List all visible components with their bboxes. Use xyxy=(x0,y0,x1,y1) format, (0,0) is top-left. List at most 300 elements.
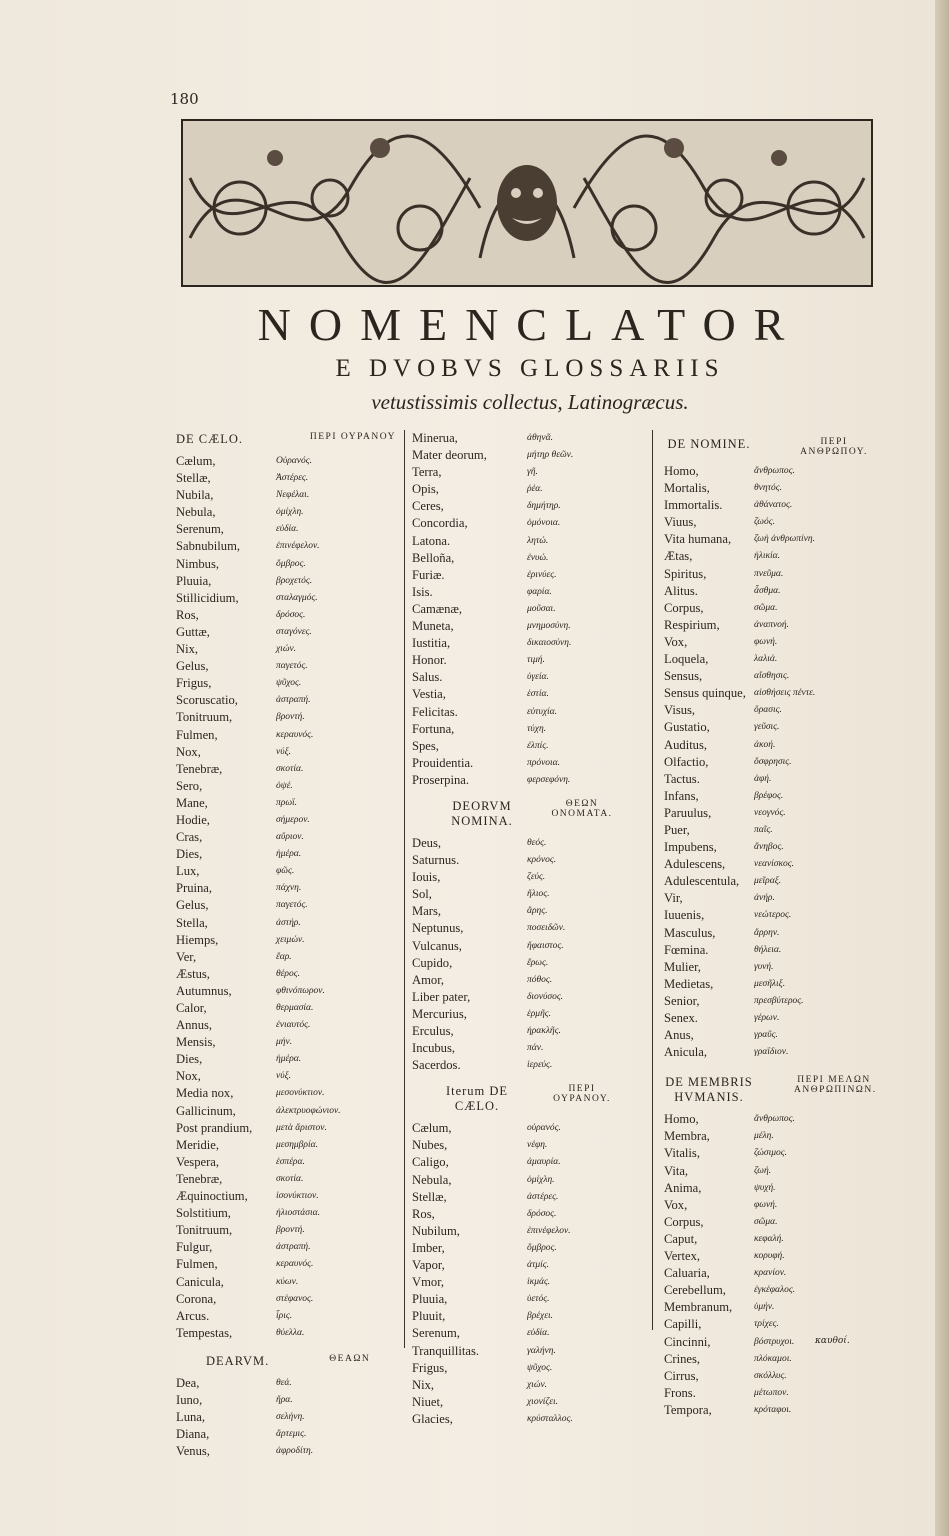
glossary-entry xyxy=(664,463,874,480)
greek-term: πνεῦμα. xyxy=(754,568,784,579)
latin-term: Vestia, xyxy=(412,687,446,702)
glossary-entry xyxy=(176,1222,396,1239)
glossary-entry xyxy=(412,738,637,755)
glossary-entry xyxy=(176,966,396,983)
latin-term: Tranquillitas. xyxy=(412,1343,480,1358)
glossary-entry xyxy=(664,1180,874,1197)
greek-term: ὑγεία. xyxy=(527,672,549,683)
greek-term: ζωή. xyxy=(754,1165,772,1176)
greek-term: ψῦχος. xyxy=(527,1362,553,1373)
latin-term: Corpus, xyxy=(664,600,704,615)
latin-term: Prouidentia. xyxy=(412,755,474,770)
latin-term: Senior, xyxy=(664,993,700,1008)
glossary-entry xyxy=(664,822,874,839)
greek-term: ἥρα. xyxy=(276,1394,293,1405)
latin-term: Honor. xyxy=(412,653,447,668)
latin-term: Deus, xyxy=(412,835,442,850)
greek-term: σταγόνες. xyxy=(276,626,312,637)
latin-term: Anicula, xyxy=(664,1045,708,1060)
greek-term: ἐνιαυτός. xyxy=(276,1020,311,1031)
latin-term: Anus, xyxy=(664,1028,694,1043)
glossary-entry xyxy=(176,607,396,624)
greek-term: ἁφή. xyxy=(754,773,772,784)
latin-term: Cirrus, xyxy=(664,1368,699,1383)
glossary-entry xyxy=(664,685,874,702)
glossary-entry xyxy=(412,618,637,635)
greek-term: παῖς. xyxy=(754,824,773,835)
latin-term: Æquinoctium, xyxy=(176,1189,248,1204)
latin-term: Tactus. xyxy=(664,771,700,786)
glossary-entry xyxy=(664,668,874,685)
greek-term: ὁμίχλη. xyxy=(527,1174,555,1185)
title-main: NOMENCLATOR xyxy=(257,299,803,350)
greek-term: κορυφή. xyxy=(754,1251,785,1262)
latin-term: Æstus, xyxy=(176,966,210,981)
greek-term: ἀστέρες. xyxy=(527,1191,559,1202)
glossary-entry xyxy=(412,1154,637,1171)
greek-term: πόθος. xyxy=(527,974,553,985)
greek-term: ἄρτεμις. xyxy=(276,1429,307,1440)
greek-term: ὁμόνοια. xyxy=(527,518,561,529)
greek-term: ἀθηνᾶ. xyxy=(527,433,553,443)
glossary-entry xyxy=(176,1085,396,1102)
latin-term: Latona. xyxy=(412,533,451,548)
greek-term: ἀφροδίτη. xyxy=(276,1446,314,1457)
glossary-entry xyxy=(176,1017,396,1034)
latin-term: Liber pater, xyxy=(412,989,471,1004)
latin-term: Concordia, xyxy=(412,516,468,531)
greek-term: ζωὴ ἀνθρωπίνη. xyxy=(754,534,815,545)
glossary-entry xyxy=(412,1360,637,1377)
greek-term: λαλιά. xyxy=(754,654,778,665)
glossary-entry xyxy=(412,669,637,686)
glossary-entry xyxy=(664,548,874,565)
latin-term: Iouis, xyxy=(412,870,441,885)
latin-term: Viuus, xyxy=(664,515,697,530)
glossary-entry xyxy=(664,1044,874,1061)
glossary-entry xyxy=(412,1291,637,1308)
glossary-entry xyxy=(176,1308,396,1325)
glossary-entry xyxy=(412,498,637,515)
glossary-entry xyxy=(176,521,396,538)
latin-term: Spiritus, xyxy=(664,566,707,581)
greek-term: νύξ. xyxy=(276,1071,292,1082)
glossary-entry xyxy=(412,447,637,464)
glossary-entry xyxy=(176,880,396,897)
latin-term: Camænæ, xyxy=(412,601,463,616)
glossary-entry xyxy=(412,1006,637,1023)
glossary-entry xyxy=(664,873,874,890)
latin-term: Capilli, xyxy=(664,1317,702,1332)
word-list xyxy=(412,430,637,789)
latin-term: Niuet, xyxy=(412,1394,444,1409)
latin-term: Frons. xyxy=(664,1385,696,1400)
column-1 xyxy=(176,430,396,1460)
greek-term: ὑμήν. xyxy=(754,1302,775,1313)
glossary-entry xyxy=(664,976,874,993)
greek-term: ζωός. xyxy=(754,517,775,528)
latin-term: Spes, xyxy=(412,738,439,753)
greek-term: ἀμαυρία. xyxy=(527,1157,561,1168)
latin-term: Sensus, xyxy=(664,669,703,684)
glossary-entry xyxy=(664,1368,874,1385)
latin-term: Opis, xyxy=(412,482,439,497)
glossary-entry xyxy=(412,886,637,903)
greek-term: ψυχή. xyxy=(754,1182,776,1193)
glossary-entry xyxy=(176,1205,396,1222)
greek-term: ζεύς. xyxy=(527,872,546,883)
latin-term: Stella, xyxy=(176,915,208,930)
latin-term: Respirium, xyxy=(664,617,720,632)
glossary-entry xyxy=(664,600,874,617)
greek-term: μήν. xyxy=(276,1037,293,1048)
greek-term: μεσονύκτιον. xyxy=(276,1088,325,1099)
glossary-entry xyxy=(412,903,637,920)
latin-term: Tonitruum, xyxy=(176,710,233,725)
latin-term: Sol, xyxy=(412,887,432,902)
greek-term: ἀλεκτρυοφώνιον. xyxy=(276,1105,341,1116)
latin-term: Fulmen, xyxy=(176,1257,218,1272)
greek-term: ζώσιμος. xyxy=(754,1148,788,1159)
latin-term: Mater deorum, xyxy=(412,448,487,463)
greek-term: δρόσος. xyxy=(276,609,306,620)
greek-term: στέφανος. xyxy=(276,1293,314,1304)
latin-term: Proserpina. xyxy=(412,772,470,787)
latin-term: Corona, xyxy=(176,1291,217,1306)
latin-term: Saturnus. xyxy=(412,853,460,868)
greek-term: Οὐρανός. xyxy=(276,456,312,466)
glossary-entry xyxy=(176,1103,396,1120)
greek-term: ἡμέρα. xyxy=(276,849,302,860)
latin-term: Ceres, xyxy=(412,499,444,514)
latin-term: Crines, xyxy=(664,1351,701,1366)
glossary-entry xyxy=(412,1308,637,1325)
glossary-entry xyxy=(664,839,874,856)
latin-term: Sensus quinque, xyxy=(664,686,746,701)
latin-term: Media nox, xyxy=(176,1086,234,1101)
latin-term: Homo, xyxy=(664,464,699,478)
greek-term: ἐπινέφελον. xyxy=(276,541,320,552)
greek-term: ὄμβρος. xyxy=(527,1242,557,1253)
glossary-entry xyxy=(664,1010,874,1027)
glossary-entry xyxy=(176,1239,396,1256)
greek-term: βροχετός. xyxy=(276,575,313,586)
title-subtitle: E DVOBVS GLOSSARIIS xyxy=(335,355,725,382)
greek-term: ἑσπέρα. xyxy=(276,1156,305,1167)
latin-term: Corpus, xyxy=(664,1214,704,1229)
latin-term: Post prandium, xyxy=(176,1120,253,1135)
glossary-entry xyxy=(176,538,396,555)
latin-term: Furiæ. xyxy=(412,567,445,582)
greek-term: παγετός. xyxy=(276,900,308,911)
greek-term: ἀστραπή. xyxy=(276,1242,311,1253)
greek-term: ἄνηβος. xyxy=(754,842,784,853)
latin-term: Iuuenis, xyxy=(664,908,705,923)
glossary-entry xyxy=(412,1377,637,1394)
latin-term: Adulescens, xyxy=(664,857,726,872)
glossary-entry xyxy=(412,1411,637,1428)
word-list xyxy=(664,1111,874,1419)
greek-term: Νεφέλαι. xyxy=(276,490,310,501)
glossary-entry xyxy=(176,983,396,1000)
greek-term: ἄνθρωπος. xyxy=(754,466,795,476)
greek-term: ἀκοή. xyxy=(754,739,776,750)
glossary-entry xyxy=(176,846,396,863)
latin-term: Solstitium, xyxy=(176,1206,231,1221)
latin-term: Iustitia, xyxy=(412,636,451,651)
greek-term: ἡμέρα. xyxy=(276,1054,302,1065)
greek-term: θνητός. xyxy=(754,483,782,494)
glossary-entry xyxy=(412,1057,637,1074)
latin-term: Vox, xyxy=(664,634,688,649)
greek-term: εὐτυχία. xyxy=(527,706,558,717)
greek-term: μεῖραξ. xyxy=(754,876,782,887)
latin-term: Annus, xyxy=(176,1018,213,1033)
glossary-entry xyxy=(664,1197,874,1214)
latin-term: Nimbus, xyxy=(176,556,220,571)
glossary-entry xyxy=(664,925,874,942)
greek-term: πρωΐ. xyxy=(276,797,298,808)
greek-term: τρίχες. xyxy=(754,1319,779,1330)
glossary-entry xyxy=(664,1027,874,1044)
glossary-entry xyxy=(412,1257,637,1274)
greek-term: πρόνοια. xyxy=(527,757,561,768)
glossary-entry xyxy=(176,1171,396,1188)
glossary-entry xyxy=(664,1128,874,1145)
latin-term: Nox, xyxy=(176,744,201,759)
greek-term: ἐνυώ. xyxy=(527,552,549,563)
greek-term: ποσειδῶν. xyxy=(527,923,566,934)
latin-term: Terra, xyxy=(412,465,442,480)
greek-term: ῥέα. xyxy=(527,484,543,495)
glossary-entry xyxy=(664,651,874,668)
greek-term: δικαιοσύνη. xyxy=(527,638,572,649)
glossary-entry xyxy=(412,772,637,789)
glossary-entry xyxy=(412,1343,637,1360)
glossary-entry xyxy=(412,1137,637,1154)
latin-term: Mane, xyxy=(176,795,208,810)
latin-term: Tenebræ, xyxy=(176,761,223,776)
greek-term: ὅρασις. xyxy=(754,705,782,716)
latin-term: Puer, xyxy=(664,822,690,837)
glossary-entry xyxy=(412,1274,637,1291)
glossary-entry xyxy=(412,938,637,955)
latin-term: Senex. xyxy=(664,1011,698,1025)
greek-term: θεός. xyxy=(527,837,547,848)
decorative-headpiece xyxy=(180,118,874,288)
greek-term: ἡρακλῆς. xyxy=(527,1026,561,1036)
latin-term: Adulescentula, xyxy=(664,874,740,889)
glossary-entry xyxy=(664,1316,874,1333)
greek-term: σήμερον. xyxy=(276,814,310,825)
latin-term: Amor, xyxy=(412,972,445,987)
greek-term: εὐδία. xyxy=(527,1328,550,1339)
glossary-entry xyxy=(412,1394,637,1411)
column-rule-right xyxy=(652,430,653,1330)
greek-term: φωνή. xyxy=(754,1199,778,1210)
greek-term: βόστρυχοι. xyxy=(754,1336,795,1347)
glossary-entry xyxy=(664,771,874,788)
glossary-entry xyxy=(176,675,396,692)
latin-term: Muneta, xyxy=(412,619,454,634)
glossary-entry xyxy=(176,590,396,607)
latin-term: Serenum, xyxy=(412,1326,460,1341)
greek-term: τύχη. xyxy=(527,723,547,734)
latin-term: Gelus, xyxy=(176,898,209,913)
latin-term: Salus. xyxy=(412,670,443,685)
greek-term: θύελλα. xyxy=(276,1327,305,1338)
latin-term: Cælum, xyxy=(412,1121,452,1136)
glossary-entry xyxy=(412,972,637,989)
latin-term: Venus, xyxy=(176,1444,210,1459)
latin-term: Sacerdos. xyxy=(412,1058,461,1073)
glossary-entry xyxy=(664,856,874,873)
glossary-entry xyxy=(176,1068,396,1085)
glossary-entry xyxy=(664,1163,874,1180)
greek-term: ψῦχος. xyxy=(276,678,302,689)
greek-term: σελήνη. xyxy=(276,1412,305,1423)
glossary-entry xyxy=(176,470,396,487)
glossary-entry xyxy=(664,1402,874,1419)
latin-term: Vapor, xyxy=(412,1258,445,1273)
greek-term: κρανίον. xyxy=(754,1268,787,1279)
greek-term: κεραυνός. xyxy=(276,1259,314,1270)
glossary-entry xyxy=(664,737,874,754)
glossary-entry xyxy=(176,1443,396,1460)
glossary-entry xyxy=(176,1274,396,1291)
greek-term: βροντή. xyxy=(276,1225,305,1236)
glossary-entry xyxy=(176,915,396,932)
latin-term: Caluaria, xyxy=(664,1266,710,1281)
glossary-entry xyxy=(176,1256,396,1273)
latin-term: Hiemps, xyxy=(176,932,219,947)
glossary-entry xyxy=(176,949,396,966)
greek-term: ὀψέ. xyxy=(276,780,293,791)
glossary-entry xyxy=(412,989,637,1006)
glossary-entry xyxy=(412,1120,637,1137)
latin-term: Vulcanus, xyxy=(412,938,462,953)
latin-term: Paruulus, xyxy=(664,805,712,820)
glossary-entry xyxy=(176,795,396,812)
column-rule-left xyxy=(404,430,405,1348)
latin-term: Pluuit, xyxy=(412,1309,446,1324)
latin-term: Vitalis, xyxy=(664,1146,700,1161)
glossary-entry xyxy=(176,1154,396,1171)
glossary-entry xyxy=(412,869,637,886)
greek-term: φῶς. xyxy=(276,866,295,877)
glossary-entry xyxy=(412,652,637,669)
greek-term: ἀστραπή. xyxy=(276,695,311,706)
greek-term: σκοτία. xyxy=(276,763,304,774)
latin-term: Arcus. xyxy=(176,1308,210,1323)
greek-term: μήτηρ θεῶν. xyxy=(527,450,574,461)
greek-term: γαλήνη. xyxy=(527,1345,556,1356)
latin-term: Nix, xyxy=(412,1377,435,1392)
latin-term: Ros, xyxy=(412,1206,435,1221)
glossary-entry xyxy=(664,634,874,651)
greek-term: ἡλιοστάσια. xyxy=(276,1208,320,1219)
glossary-entry xyxy=(412,1206,637,1223)
latin-term: Loquela, xyxy=(664,652,709,667)
latin-term: Erculus, xyxy=(412,1024,454,1038)
glossary-entry xyxy=(664,1145,874,1162)
greek-term: μέλη. xyxy=(754,1131,774,1142)
glossary-entry xyxy=(176,1120,396,1137)
glossary-entry xyxy=(412,464,637,481)
word-list xyxy=(412,835,637,1074)
latin-term: Vita, xyxy=(664,1163,689,1178)
glossary-entry xyxy=(176,692,396,709)
title-description: vetustissimis collectus, Latinogræcus. xyxy=(371,390,689,414)
greek-term: ἐγκέφαλος. xyxy=(754,1285,796,1296)
greek-term: κύων. xyxy=(276,1276,299,1287)
greek-term: παγετός. xyxy=(276,661,308,672)
greek-term: ἄρης. xyxy=(527,906,548,917)
page-number: 180 xyxy=(170,90,199,108)
greek-term: οὐρανός. xyxy=(527,1123,561,1134)
latin-term: Mars, xyxy=(412,904,442,919)
glossary-entry xyxy=(664,993,874,1010)
greek-term: γῆ. xyxy=(527,467,538,478)
greek-term: σκόλλυς. xyxy=(754,1370,787,1381)
latin-term: Pruina, xyxy=(176,881,213,896)
latin-term: Cerebellum, xyxy=(664,1283,726,1298)
latin-term: Cupido, xyxy=(412,955,453,970)
greek-term: μνημοσύνη. xyxy=(527,621,571,632)
latin-term: Membra, xyxy=(664,1129,710,1144)
glossary-entry xyxy=(176,573,396,590)
glossary-entry xyxy=(412,852,637,869)
greek-term: πρεσβύτερος. xyxy=(754,995,804,1006)
greek-term: ἐλπίς. xyxy=(527,740,549,751)
glossary-entry xyxy=(664,1214,874,1231)
latin-term: Dea, xyxy=(176,1375,200,1390)
glossary-entry xyxy=(176,727,396,744)
glossary-entry xyxy=(412,1023,637,1040)
greek-term: γραΐδιον. xyxy=(754,1047,789,1058)
greek-term: ἆσθμα. xyxy=(754,585,781,596)
greek-term: ἄρρην. xyxy=(754,927,780,938)
greek-term: ἀνήρ. xyxy=(754,893,775,904)
glossary-entry xyxy=(664,942,874,959)
latin-term: Visus, xyxy=(664,703,696,718)
greek-term: αὔριον. xyxy=(276,832,304,843)
glossary-entry xyxy=(176,863,396,880)
glossary-entry xyxy=(176,556,396,573)
greek-term: ὄμβρος. xyxy=(276,558,306,569)
greek-term: θεά. xyxy=(276,1377,292,1388)
greek-term: τιμή. xyxy=(527,655,545,666)
greek-term: ἱερεύς. xyxy=(527,1060,553,1071)
latin-term: Membranum, xyxy=(664,1300,733,1315)
latin-term: Iuno, xyxy=(176,1392,203,1407)
glossary-entry xyxy=(176,641,396,658)
latin-term: Isis. xyxy=(412,584,433,599)
glossary-entry xyxy=(664,959,874,976)
latin-term: Gallicinum, xyxy=(176,1103,236,1118)
latin-term: Frigus, xyxy=(176,676,212,691)
glossary-entry xyxy=(664,617,874,634)
glossary-entry xyxy=(176,812,396,829)
glossary-entry xyxy=(412,1325,637,1342)
glossary-entry xyxy=(664,754,874,771)
glossary-entry xyxy=(664,514,874,531)
glossary-entry xyxy=(176,1375,396,1392)
greek-term: γυνή. xyxy=(754,961,774,972)
latin-term: Nubes, xyxy=(412,1138,448,1153)
section-header-de-membris: DE MEMBRIS HVMANIS. ΠΕΡΙ ΜΕΛΩΝ ΑΝΘΡΩΠΙΝΩΝ. xyxy=(665,1075,877,1105)
latin-term: Glacies, xyxy=(412,1411,453,1426)
